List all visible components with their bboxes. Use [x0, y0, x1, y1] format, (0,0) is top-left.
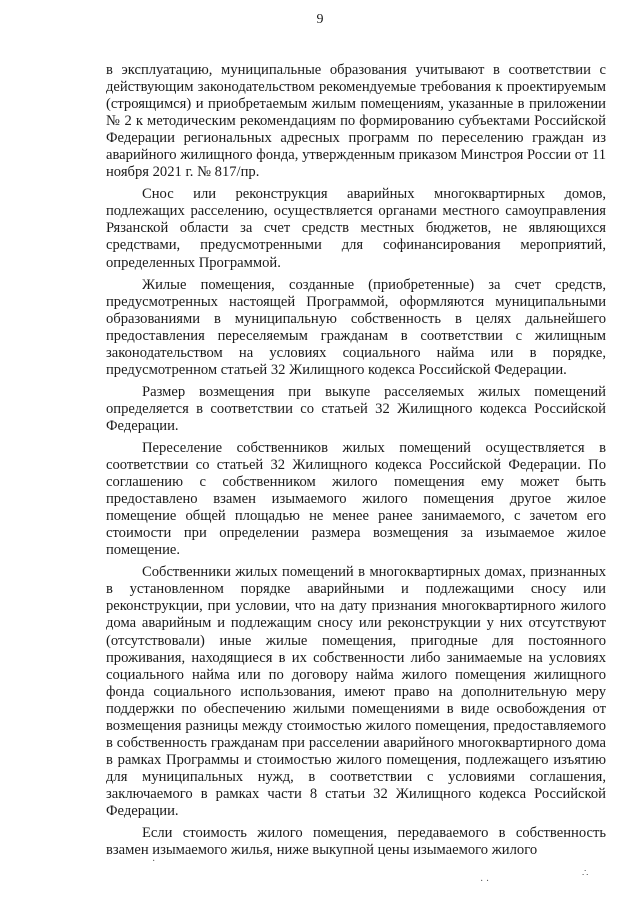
paragraph-5: Переселение собственников жилых помещений осуществляется в соответствии со статьей 32 Жилищного кодекса Российской Федерации. По соглашению с собственником жилого помещения ему может быть предоставлено взамен изымаемого жилого помещения другое жилое помещение общей площадью не менее ранее занимаемого, с зачетом его стоимости при определении размера возмещения за изымаемое жилое помещение.	[106, 439, 606, 559]
document-body	[106, 62, 606, 864]
paragraph-7: Если стоимость жилого помещения, передаваемого в собственность взамен изымаемого жилья, ниже выкупной цены изымаемого жилого	[106, 825, 606, 859]
page-number: 9	[316, 12, 324, 27]
paragraph-4: Размер возмещения при выкупе расселяемых жилых помещений определяется в соответствии со статьей 32 Жилищного кодекса Российской Федерации.	[106, 383, 606, 434]
paragraph-6: Собственники жилых помещений в многоквартирных домах, признанных в установленном порядке аварийными и подлежащими сносу или реконструкции, при условии, что на дату признания многоквартирного жилого дома аварийным и подлежащим сносу или реконструкции у них отсутствуют (отсутствовали) иные жилые помещения, пригодные для постоянного проживания, находящиеся в их собственности либо занимаемые на условиях социального найма или по договору найма жилого помещения жилищного фонда социального использования, имеют право на дополнительную меру поддержки по обеспечению жилыми помещениями в виде освобождения от возмещения разницы между стоимостью жилого помещения, предоставляемого в собственность гражданам при расселении аварийного многоквартирного дома в рамках Программы и стоимостью жилого помещения, подлежащего изъятию для муниципальных нужд, в соответствии с условиями соглашения, заключаемого в рамках части 8 статьи 32 Жилищного кодекса Российской Федерации.	[106, 564, 606, 819]
paragraph-1: в эксплуатацию, муниципальные образования учитывают в соответствии с действующим законодательством рекомендуемые требования к проектируемым (строящимся) и приобретаемым жилым помещениям, указанные в приложении № 2 к методическим рекомендациям по формированию субъектами Российской Федерации региональных адресных программ по переселению граждан из аварийного жилищного фонда, утвержденным приказом Минстроя России от 11 ноября 2021 г. № 817/пр.	[106, 62, 606, 181]
paragraph-3: Жилые помещения, созданные (приобретенные) за счет средств, предусмотренных настоящей Программой, оформляются муниципальными образованиями в муниципальную собственность в целях дальнейшего предоставления переселяемым гражданам в соответствии с жилищным законодательством на условиях социального найма или в порядке, предусмотренном статьей 32 Жилищного кодекса Российской Федерации.	[106, 276, 606, 378]
scan-speck: ·	[152, 856, 156, 867]
scan-speck: ∴	[582, 868, 589, 879]
paragraph-2: Снос или реконструкция аварийных многоквартирных домов, подлежащих расселению, осуществляется органами местного самоуправления Рязанской области за счет средств местных бюджетов, не являющихся средствами, предусмотренными для софинансирования мероприятий, определенных Программой.	[106, 186, 606, 271]
scan-speck: · ·	[480, 876, 490, 887]
